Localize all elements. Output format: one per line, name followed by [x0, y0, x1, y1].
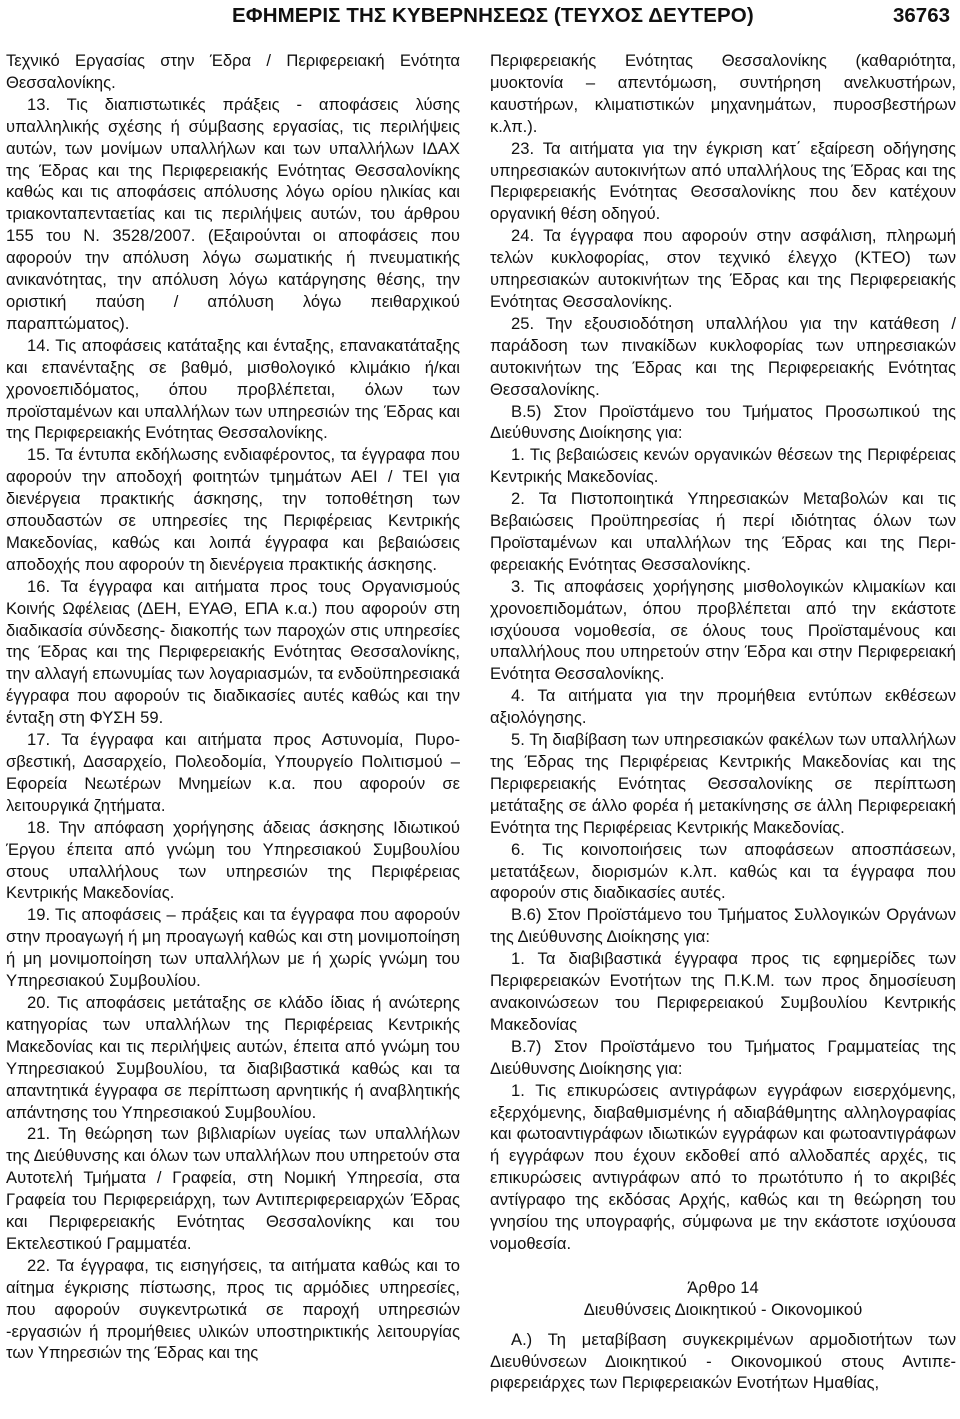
section-b5-item-3: 3. Τις αποφάσεις χορήγησης μισθολογικών κλιμακίων και χρονοεπιδομάτων, όπου προβλέπεται από την εκάστοτε ισχύουσα νομοθεσία, σε όλους τους Προϊσταμένους και υπαλλήλους που υπηρετούν στην Έδρα και στην Περιφερειακή Ενότητα Θεσσαλονίκης.	[490, 576, 956, 684]
paragraph-14: 14. Τις αποφάσεις κατάταξης και ένταξης, επανακατάταξης και επανένταξης σε βαθμό, μισθολογικό κλιμάκιο ή/και χρονοεπιδόματος, όπου προβλέπεται, όλων των προϊσταμένων και υπαλλήλων των υπηρεσιών της Έδρας και της Περιφερειακής Ενότητας Θεσσαλονίκης.	[6, 335, 460, 443]
paragraph-25: 25. Την εξουσιοδότηση υπαλλήλου για την κατάθεση / παράδοση των πινακίδων κυκλοφορίας των υπηρεσιακών αυτοκινήτων της Έδρας και της Περιφερειακής Ενότητας Θεσσαλονίκης.	[490, 313, 956, 399]
section-b5-item-2: 2. Τα Πιστοποιητικά Υπηρεσιακών Μεταβολών και τις Βεβαιώσεις Προϋπηρεσίας ή περί ιδιότητας όλων των Προϊσταμένων και υπαλλήλων της Έδρας και της Περιφερειακής Ενότητας Θεσσαλονίκης.	[490, 489, 956, 574]
section-b7-heading: Β.7) Στον Προϊστάμενο του Τμήματος Γραμματείας της Διεύθυνσης Διοίκησης για:	[490, 1036, 956, 1078]
article-subtitle: Διευθύνσεις Διοικητικού ‑ Οικονομικού	[583, 1299, 863, 1319]
section-b6-item-1: 1. Τα διαβιβαστικά έγγραφα προς τις εφημερίδες των Περιφερειακών Ενοτήτων της Π.Κ.Μ. των προς δημοσίευση ανακοινώσεων του Περιφερειακού Συμβουλίου Κεντρικής Μακεδονίας	[490, 949, 956, 1034]
paragraph-22: 22. Τα έγγραφα, τις εισηγήσεις, τα αιτήματα καθώς και το αίτημα έγκρισης πίστωσης, προς τις αρμόδιες υπηρεσίες, που αφορούν συγκεντρωτικά σε παροχή υπηρεσιών ‑εργασιών ή προμήθειες υλικών υποστηρικτικής λειτουργίας των Υπηρεσιών της Έδρας και της	[6, 1255, 460, 1363]
paragraph-24: 24. Τα έγγραφα που αφορούν στην ασφάλιση, πληρωμή τελών κυκλοφορίας, στον τεχνικό έλεγχο (ΚΤΕΟ) των υπηρεσιακών αυτοκινήτων της Έδρας και της Περιφερειακής Ενότητας Θεσσαλονίκης.	[490, 226, 956, 311]
section-b5-item-4: 4. Τα αιτήματα για την προμήθεια εντύπων εκθέσεων αξιολόγησης.	[490, 686, 956, 728]
paragraph-17: 17. Τα έγγραφα και αιτήματα προς Αστυνομία, Πυροσβεστική, Δασαρχείο, Πολεοδομία, Υπουργείο Πολιτισμού – Εφορεία Νεωτέρων Μνημείων κ.α. που αφορούν σε λειτουργικά ζητήματα.	[6, 730, 460, 815]
right-column	[490, 50, 956, 1394]
article-title: Άρθρο 14	[687, 1277, 759, 1297]
paragraph-16: 16. Τα έγγραφα και αιτήματα προς τους Οργανισμούς Κοινής Ωφέλειας (ΔΕΗ, ΕΥΑΘ, ΕΠΑ κ.α.) που αφορούν στη διαδικασία σύνδεσης‑ διακοπής των παροχών στις υπηρεσίες της Έδρας και της Περιφερειακής Ενότητας Θεσσαλονίκης, την αλλαγή επωνυμίας των λογαριασμών, τα ενδοϋπηρεσιακά έγγραφα που αφορούν τις διαδικασίες αυτές καθώς και την ένταξη στη ΦΥΣΗ 59.	[6, 576, 460, 728]
section-b6-heading: Β.6) Στον Προϊστάμενο του Τμήματος Συλλογικών Οργάνων της Διεύθυνσης Διοίκησης για:	[490, 905, 956, 947]
paragraph: Περιφερειακής Ενότητας Θεσσαλονίκης (καθαριότητα, μυοκτονία – απεντόμωση, συντήρηση ανελκυστήρων, καυστήρων, κλιματιστικών μηχανημάτων, πυροσβεστήρων κ.λπ.).	[490, 51, 956, 136]
paragraph-15: 15. Τα έντυπα εκδήλωσης ενδιαφέροντος, τα έγγραφα που αφορούν την αποδοχή φοιτητών τμημάτων ΑΕΙ / ΤΕΙ για διενέργεια πρακτικής άσκησης, την τοποθέτηση των σπουδαστών σε υπηρεσίες της Περιφέρειας Κεντρικής Μακεδονίας, καθώς και λοιπά έγγραφα και βεβαιώσεις αποδοχής που αφορούν τη διενέργεια πρακτικής άσκησης.	[6, 445, 460, 574]
section-b5-item-1: 1. Τις βεβαιώσεις κενών οργανικών θέσεων της Περιφέρειας Κεντρικής Μακεδονίας.	[490, 445, 956, 487]
section-b5-item-6: 6. Τις κοινοποιήσεις των αποφάσεων αποσπάσεων, μετατάξεων, διορισμών κ.λπ. καθώς και τα έγγραφα που αφορούν στις διαδικασίες αυτές.	[490, 839, 956, 903]
paragraph-21: 21. Τη θεώρηση των βιβλιαρίων υγείας των υπαλλήλων της Διεύθυνσης και όλων των υπαλλήλων που υπηρετούν στα Αυτοτελή Τμήματα / Γραφεία, στη Νομική Υπηρεσία, στα Γραφεία του Περιφερειάρχη, των Αντιπεριφερειαρχών Έδρας και Περιφερειακής Ενότητας Θεσσαλονίκης και του Εκτελεστικού Γραμματέα.	[6, 1124, 460, 1253]
paragraph-23: 23. Τα αιτήματα για την έγκριση κατ΄ εξαίρεση οδήγησης υπηρεσιακών αυτοκινήτων από υπαλλήλους της Έδρας και της Περιφερειακής Ενότητας Θεσσαλονίκης που δεν κατέχουν οργανική θέση οδηγού.	[490, 138, 956, 224]
section-b7-item-1: 1. Τις επικυρώσεις αντιγράφων εγγράφων εισερχόμενης, εξερχόμενης, διαβαθμισμένης ή αδιαβάθμητης αλληλογραφίας και φωτοαντιγράφων ιδιωτικών εγγράφων και φωτοαντιγράφων ή εγγράφων που έχουν εκδοθεί από αλλοδαπές αρχές, τις επικυρώσεις αντιγράφων από το πρωτότυπο ή το ακριβές αντίγραφο της εκδόσας Αρχής, καθώς και τη θεώρηση του γνησίου της υπογραφής, σύμφωνα με την εκάστοτε ισχύουσα νομοθεσία.	[490, 1080, 956, 1253]
page-number: 36763	[892, 4, 950, 27]
left-column	[6, 50, 460, 1364]
section-b5-item-5: 5. Τη διαβίβαση των υπηρεσιακών φακέλων των υπαλλήλων της Έδρας της Περιφέρειας Κεντρικής Μακεδονίας και της Περιφερειακής Ενότητας Θεσσαλονίκης σε περίπτωση μετάταξης σε άλλο φορέα ή μετακίνησης σε άλλη Περιφερειακή Ενότητα της Περιφέρειας Κεντρικής Μακεδονίας.	[490, 730, 956, 837]
paragraph: Τεχνικό Εργασίας στην Έδρα / Περιφερειακή Ενότητα Θεσσαλονίκης.	[6, 51, 460, 92]
paragraph-20: 20. Τις αποφάσεις μετάταξης σε κλάδο ίδιας ή ανώτερης κατηγορίας των υπαλλήλων της Περιφέρειας Κεντρικής Μακεδονίας και τις περιλήψεις αυτών, έπειτα από γνώμη του Υπηρεσιακού Συμβουλίου, τα διαβιβαστικά καθώς και τα απαντητικά έγγραφα σε περίπτωση αρνητικής ή αναβλητικής απάντησης του Υπηρεσιακού Συμβουλίου.	[6, 992, 460, 1122]
article-paragraph-a: Α.) Τη μεταβίβαση συγκεκριμένων αρμοδιοτήτων των Διευθύνσεων Διοικητικού ‑ Οικονομικού στους Αντιπεριφερειάρχες των Περιφερειακών Ενοτήτων Ημαθίας,	[490, 1329, 956, 1393]
section-b5-heading: Β.5) Στον Προϊστάμενο του Τμήματος Προσωπικού της Διεύθυνσης Διοίκησης για:	[490, 401, 956, 443]
paragraph-13: 13. Τις διαπιστωτικές πράξεις ‑ αποφάσεις λύσης υπαλληλικής σχέσης ή σύμβασης εργασίας, τις περιλήψεις αυτών, των μονίμων υπαλλήλων και των υπαλλήλων ΙΔΑΧ της Έδρας και της Περιφερειακής Ενότητας Θεσσαλονίκης καθώς και τις αποφάσεις απόλυσης λόγω ορίου ηλικίας και τριακονταπενταετίας και τις περιλήψεις αυτών, του άρθρου 155 του Ν. 3528/2007. (Εξαιρούνται οι αποφάσεις που αφορούν την απόλυση λόγω σωματικής ή πνευματικής ανικανότητας, την απόλυση λόγω κατάργησης θέσης, την οριστική παύση / απόλυση λόγω πειθαρχικού παραπτώματος).	[6, 94, 460, 333]
page-header	[0, 0, 960, 36]
paragraph-18: 18. Την απόφαση χορήγησης άδειας άσκησης Ιδιωτικού Έργου έπειτα από γνώμη του Υπηρεσιακού Συμβουλίου στους υπαλλήλους των υπηρεσιών της Περιφέρειας Κεντρικής Μακεδονίας.	[6, 817, 460, 903]
gazette-title: ΕΦΗΜΕΡΙΣ ΤΗΣ ΚΥΒΕΡΝΗΣΕΩΣ (ΤΕΥΧΟΣ ΔΕΥΤΕΡΟ)	[232, 4, 754, 27]
paragraph-19: 19. Τις αποφάσεις – πράξεις και τα έγγραφα που αφορούν στην προαγωγή ή μη προαγωγή καθώς και στη μονιμοποίηση ή μη μονιμοποίηση των υπαλλήλων με ή χωρίς γνώμη του Υπηρεσιακού Συμβουλίου.	[6, 905, 460, 991]
